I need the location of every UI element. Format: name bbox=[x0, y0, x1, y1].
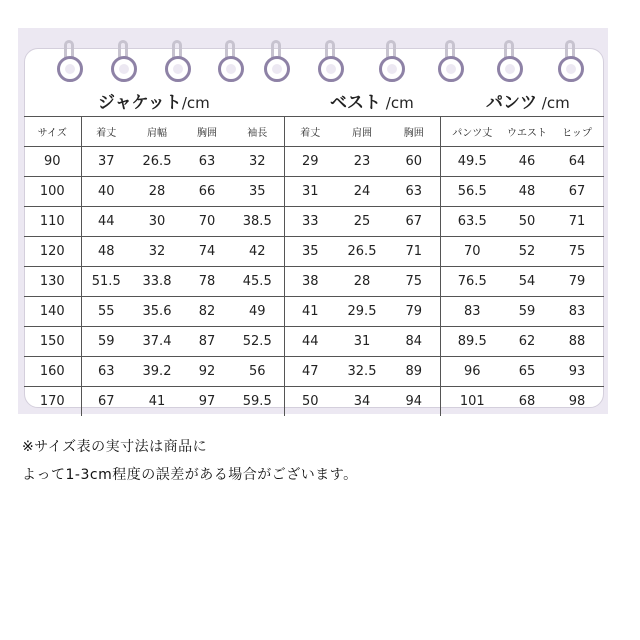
table-cell: 59 bbox=[81, 327, 131, 357]
table-cell: 94 bbox=[388, 387, 440, 417]
table-cell: 41 bbox=[284, 297, 336, 327]
table-cell: 41 bbox=[148, 394, 166, 409]
table-row bbox=[24, 327, 604, 357]
table-cell: 64 bbox=[550, 147, 604, 177]
table-cell: 32 bbox=[131, 237, 183, 267]
table-cell: 49.5 bbox=[440, 147, 504, 177]
table-cell: 78 bbox=[183, 267, 231, 297]
table-cell: 83 bbox=[440, 297, 504, 327]
table-cell: 63 bbox=[81, 357, 131, 387]
table-cell: 93 bbox=[550, 357, 604, 387]
table-cell: 67 bbox=[97, 394, 115, 409]
table-row bbox=[24, 297, 604, 327]
column-header: ウエスト bbox=[504, 117, 550, 147]
table-cell: 23 bbox=[336, 147, 388, 177]
table-cell: 70 bbox=[440, 237, 504, 267]
table-cell: 89.5 bbox=[440, 327, 504, 357]
table-cell: 38 bbox=[284, 267, 336, 297]
table-cell: 35 bbox=[231, 177, 284, 207]
pants-heading: パンツ /cm bbox=[486, 93, 570, 113]
table-cell: 49 bbox=[231, 297, 284, 327]
table-cell: 45.5 bbox=[231, 267, 284, 297]
table-cell: 170 bbox=[24, 387, 81, 417]
table-cell: 75 bbox=[550, 237, 604, 267]
table-cell: 28 bbox=[336, 267, 388, 297]
table-cell: 101 bbox=[459, 394, 485, 409]
table-cell: 71 bbox=[388, 237, 440, 267]
table-cell: 26.5 bbox=[336, 237, 388, 267]
table-cell: 68 bbox=[518, 394, 536, 409]
binder-ring-icon bbox=[218, 56, 244, 82]
table-cell: 54 bbox=[504, 267, 550, 297]
table-cell: 98 bbox=[568, 394, 586, 409]
binder-ring-icon bbox=[379, 56, 405, 82]
table-cell: 90 bbox=[24, 147, 81, 177]
table-cell: 67 bbox=[388, 207, 440, 237]
table-cell: 39.2 bbox=[131, 357, 183, 387]
table-cell: 71 bbox=[550, 207, 604, 237]
table-cell: 26.5 bbox=[131, 147, 183, 177]
column-header: 肩囲 bbox=[336, 117, 388, 147]
table-cell: 140 bbox=[24, 297, 81, 327]
table-cell: 63.5 bbox=[440, 207, 504, 237]
column-header: 着丈 bbox=[284, 117, 336, 147]
table-cell: 96 bbox=[440, 357, 504, 387]
table-cell: 66 bbox=[183, 177, 231, 207]
table-cell: 120 bbox=[24, 237, 81, 267]
table-cell: 50 bbox=[504, 207, 550, 237]
table-row bbox=[24, 207, 604, 237]
table-cell: 84 bbox=[388, 327, 440, 357]
table-cell: 160 bbox=[24, 357, 81, 387]
table-row bbox=[24, 147, 604, 177]
table-cell: 42 bbox=[231, 237, 284, 267]
table-cell: 59 bbox=[504, 297, 550, 327]
size-table bbox=[24, 116, 604, 416]
table-cell: 37 bbox=[81, 147, 131, 177]
table-body bbox=[24, 147, 604, 417]
table-cell: 59.5 bbox=[231, 387, 284, 417]
table-cell: 40 bbox=[81, 177, 131, 207]
table-cell: 83 bbox=[550, 297, 604, 327]
table-cell: 25 bbox=[336, 207, 388, 237]
table-cell: 62 bbox=[504, 327, 550, 357]
table-cell: 70 bbox=[183, 207, 231, 237]
table-cell: 63 bbox=[388, 177, 440, 207]
table-cell: 37.4 bbox=[131, 327, 183, 357]
binder-ring-icon bbox=[497, 56, 523, 82]
table-cell: 130 bbox=[24, 267, 81, 297]
table-cell: 33 bbox=[284, 207, 336, 237]
table-cell: 32.5 bbox=[336, 357, 388, 387]
table-cell: 60 bbox=[388, 147, 440, 177]
table-cell: 35 bbox=[284, 237, 336, 267]
table-cell: 97 bbox=[198, 394, 216, 409]
table-row bbox=[24, 237, 604, 267]
column-header: ヒップ bbox=[550, 117, 604, 147]
table-cell: 89 bbox=[388, 357, 440, 387]
column-header: 肩幅 bbox=[131, 117, 183, 147]
table-cell: 31 bbox=[336, 327, 388, 357]
binder-ring-icon bbox=[438, 56, 464, 82]
table-cell: 56.5 bbox=[440, 177, 504, 207]
column-header: 着丈 bbox=[81, 117, 131, 147]
table-cell: 52 bbox=[504, 237, 550, 267]
table-cell: 30 bbox=[131, 207, 183, 237]
table-cell: 150 bbox=[24, 327, 81, 357]
table-cell: 88 bbox=[550, 327, 604, 357]
column-header: サイズ bbox=[24, 117, 81, 147]
binder-ring-icon bbox=[165, 56, 191, 82]
table-cell: 79 bbox=[550, 267, 604, 297]
table-header-row bbox=[24, 117, 604, 147]
table-cell: 87 bbox=[183, 327, 231, 357]
table-cell: 34 bbox=[353, 394, 371, 409]
table-cell: 44 bbox=[284, 327, 336, 357]
column-header: 胸囲 bbox=[183, 117, 231, 147]
table-cell: 55 bbox=[81, 297, 131, 327]
column-header: パンツ丈 bbox=[440, 117, 504, 147]
table-row bbox=[24, 387, 604, 417]
table-cell: 51.5 bbox=[81, 267, 131, 297]
table-cell: 31 bbox=[284, 177, 336, 207]
table-cell: 29 bbox=[284, 147, 336, 177]
note-line-2: よって1-3cm程度の誤差がある場合がございます。 bbox=[22, 467, 358, 483]
table-row bbox=[24, 267, 604, 297]
table-cell: 48 bbox=[81, 237, 131, 267]
table-cell: 63 bbox=[183, 147, 231, 177]
table-cell: 48 bbox=[504, 177, 550, 207]
binder-ring-icon bbox=[264, 56, 290, 82]
table-cell: 24 bbox=[336, 177, 388, 207]
table-cell: 50 bbox=[301, 394, 319, 409]
table-cell: 92 bbox=[183, 357, 231, 387]
table-cell: 35.6 bbox=[131, 297, 183, 327]
binder-ring-icon bbox=[111, 56, 137, 82]
table-cell: 75 bbox=[388, 267, 440, 297]
table-cell: 46 bbox=[504, 147, 550, 177]
table-row bbox=[24, 357, 604, 387]
binder-ring-icon bbox=[57, 56, 83, 82]
table-cell: 67 bbox=[550, 177, 604, 207]
vest-heading: ベスト /cm bbox=[330, 93, 414, 113]
table-cell: 56 bbox=[231, 357, 284, 387]
table-cell: 110 bbox=[24, 207, 81, 237]
binder-ring-icon bbox=[318, 56, 344, 82]
table-cell: 32 bbox=[231, 147, 284, 177]
table-cell: 82 bbox=[183, 297, 231, 327]
table-cell: 79 bbox=[388, 297, 440, 327]
table-cell: 76.5 bbox=[440, 267, 504, 297]
table-cell: 33.8 bbox=[131, 267, 183, 297]
table-cell: 28 bbox=[131, 177, 183, 207]
note-line-1: ※サイズ表の実寸法は商品に bbox=[22, 439, 208, 455]
table-cell: 29.5 bbox=[336, 297, 388, 327]
table-cell: 44 bbox=[81, 207, 131, 237]
table-row bbox=[24, 177, 604, 207]
jacket-heading: ジャケット/cm bbox=[98, 93, 210, 113]
column-header: 袖長 bbox=[231, 117, 284, 147]
column-header: 胸囲 bbox=[388, 117, 440, 147]
table-cell: 65 bbox=[504, 357, 550, 387]
binder-ring-icon bbox=[558, 56, 584, 82]
table-cell: 38.5 bbox=[231, 207, 284, 237]
table-cell: 74 bbox=[183, 237, 231, 267]
table-cell: 100 bbox=[24, 177, 81, 207]
table-cell: 47 bbox=[284, 357, 336, 387]
table-cell: 52.5 bbox=[231, 327, 284, 357]
